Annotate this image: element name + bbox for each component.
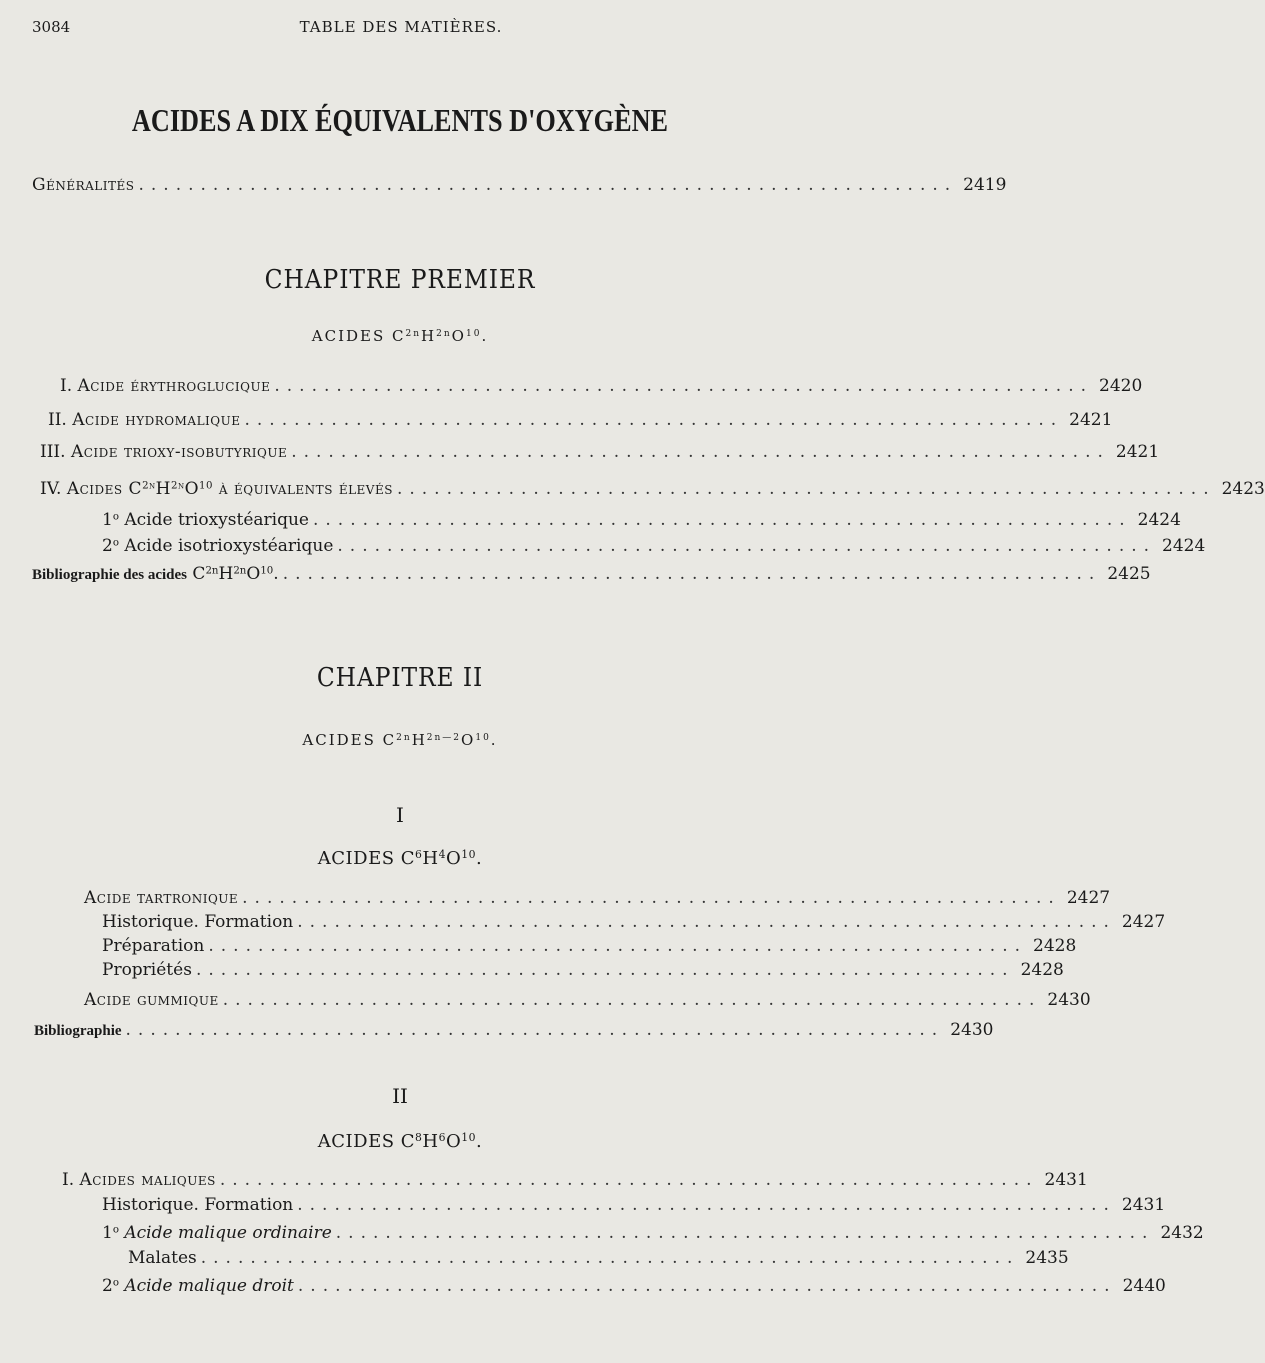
formula-heading: ACIDES $C^6H^4O^{10}$.	[317, 848, 483, 869]
page-number: 3084	[32, 18, 71, 36]
formula-heading: ACIDES $C^{2n}H^{2n}O^{10}$.	[311, 327, 489, 345]
entry-label: Bibliographie des acides	[32, 567, 188, 583]
toc-entry[interactable]: Acide gummique .................................................................. 2430	[84, 990, 1091, 1010]
part-numeral: II	[392, 1084, 408, 1108]
toc-entry-generalites[interactable]: Généralités .................................................................. 2419	[32, 175, 1007, 195]
toc-sub-entry[interactable]: 1$^o$ Acide trioxystéarique .................................................................. 2424	[102, 510, 1181, 530]
entry-label: Malates	[128, 1248, 197, 1268]
toc-sub-entry[interactable]: 2$^o$ Acide malique droit .................................................................. 2440	[102, 1276, 1166, 1296]
entry-numeral: III.	[40, 442, 66, 462]
entry-page: 2432	[1160, 1223, 1204, 1243]
toc-entry[interactable]: I. Acides maliques .................................................................. 2431	[62, 1170, 1088, 1190]
entry-label: Acide malique ordinaire	[124, 1223, 332, 1243]
entry-label: Acide érythroglucique	[77, 376, 271, 396]
entry-page: 2431	[1121, 1195, 1166, 1215]
entry-page: 2424	[1162, 536, 1206, 556]
toc-sub-entry[interactable]: Historique. Formation .................................................................. 2427	[102, 912, 1166, 932]
toc-sub-entry[interactable]: Malates .................................................................. 2435	[128, 1248, 1069, 1268]
entry-label: Acide malique droit	[124, 1276, 294, 1296]
toc-entry[interactable]: III. Acide trioxy-isobutyrique .................................................................. 2421	[40, 442, 1160, 462]
entry-numeral: I.	[62, 1170, 75, 1190]
entry-page: 2430	[1047, 990, 1091, 1010]
toc-entry[interactable]: II. Acide hydromalique .................................................................. 2421	[48, 410, 1113, 430]
entry-page: 2428	[1020, 960, 1064, 980]
entry-label: Acide gummique	[84, 990, 219, 1010]
toc-entry[interactable]: Acide tartronique .................................................................. 2427	[84, 888, 1111, 908]
formula-heading: ACIDES $C^8H^6O^{10}$.	[317, 1131, 483, 1152]
part-numeral: I	[396, 803, 404, 827]
entry-page: 2421	[1069, 410, 1113, 430]
entry-page: 2419	[963, 175, 1007, 195]
chapter-title: CHAPITRE II	[316, 663, 484, 693]
entry-label: Propriétés	[102, 960, 192, 980]
toc-sub-entry[interactable]: 2$^o$ Acide isotrioxystéarique .................................................................. 2424	[102, 536, 1206, 556]
entry-label: Acide trioxystéarique	[124, 510, 309, 530]
entry-numeral: I.	[60, 376, 73, 396]
chapter-title: CHAPITRE PREMIER	[264, 265, 536, 295]
entry-page: 2420	[1099, 376, 1143, 396]
entry-page: 2421	[1115, 442, 1160, 462]
entry-label: Historique. Formation	[102, 1195, 294, 1215]
entry-numeral: II.	[48, 410, 67, 430]
entry-label: Acide trioxy-isobutyrique	[70, 442, 288, 462]
section-title: ACIDES A DIX ÉQUIVALENTS D'OXYGÈNE	[131, 102, 669, 138]
entry-page: 2424	[1137, 510, 1181, 530]
entry-page: 2428	[1033, 936, 1077, 956]
entry-numeral: IV.	[40, 479, 62, 499]
toc-entry-bibliography[interactable]: Bibliographie .................................................................. 2430	[34, 1020, 994, 1040]
formula-heading: ACIDES $C^{2n}H^{2n—2}O^{10}$.	[302, 731, 498, 749]
entry-label: Généralités	[32, 175, 135, 195]
entry-label: Préparation	[102, 936, 205, 956]
entry-label: Acides maliques	[79, 1170, 216, 1190]
toc-sub-entry[interactable]: Préparation .................................................................. 2428	[102, 936, 1077, 956]
entry-page: 2431	[1044, 1170, 1088, 1190]
entry-page: 2423	[1221, 479, 1265, 499]
toc-sub-entry[interactable]: 1$^o$ Acide malique ordinaire .................................................................. 2432	[102, 1223, 1204, 1243]
entry-page: 2427	[1066, 888, 1111, 908]
toc-sub-entry[interactable]: Propriétés .................................................................. 2428	[102, 960, 1064, 980]
running-title: TABLE DES MATIÈRES.	[299, 18, 503, 36]
toc-sub-entry[interactable]: Historique. Formation .................................................................. 2431	[102, 1195, 1166, 1215]
entry-page: 2435	[1025, 1248, 1069, 1268]
entry-page: 2425	[1107, 564, 1151, 584]
entry-page: 2440	[1122, 1276, 1166, 1296]
entry-page: 2430	[950, 1020, 994, 1040]
toc-entry[interactable]: IV. Acides $C^{2n}H^{2n}O^{10}$ à équivalents élevés .................................................................. 2423	[40, 479, 1265, 499]
entry-label: Acide tartronique	[84, 888, 239, 908]
entry-label: Bibliographie	[34, 1023, 122, 1039]
toc-entry-bibliography[interactable]: Bibliographie des acides $C^{2n}H^{2n}O^{10}$. .................................................................. 2425	[32, 564, 1151, 584]
entry-label: Acides $C^{2n}H^{2n}O^{10}$ à équivalents élevés	[66, 479, 393, 499]
entry-label: Acide isotrioxystéarique	[124, 536, 334, 556]
toc-entry[interactable]: I. Acide érythroglucique .................................................................. 2420	[60, 376, 1143, 396]
running-head	[32, 18, 770, 42]
entry-label: Historique. Formation	[102, 912, 294, 932]
entry-label: Acide hydromalique	[72, 410, 241, 430]
entry-page: 2427	[1121, 912, 1166, 932]
